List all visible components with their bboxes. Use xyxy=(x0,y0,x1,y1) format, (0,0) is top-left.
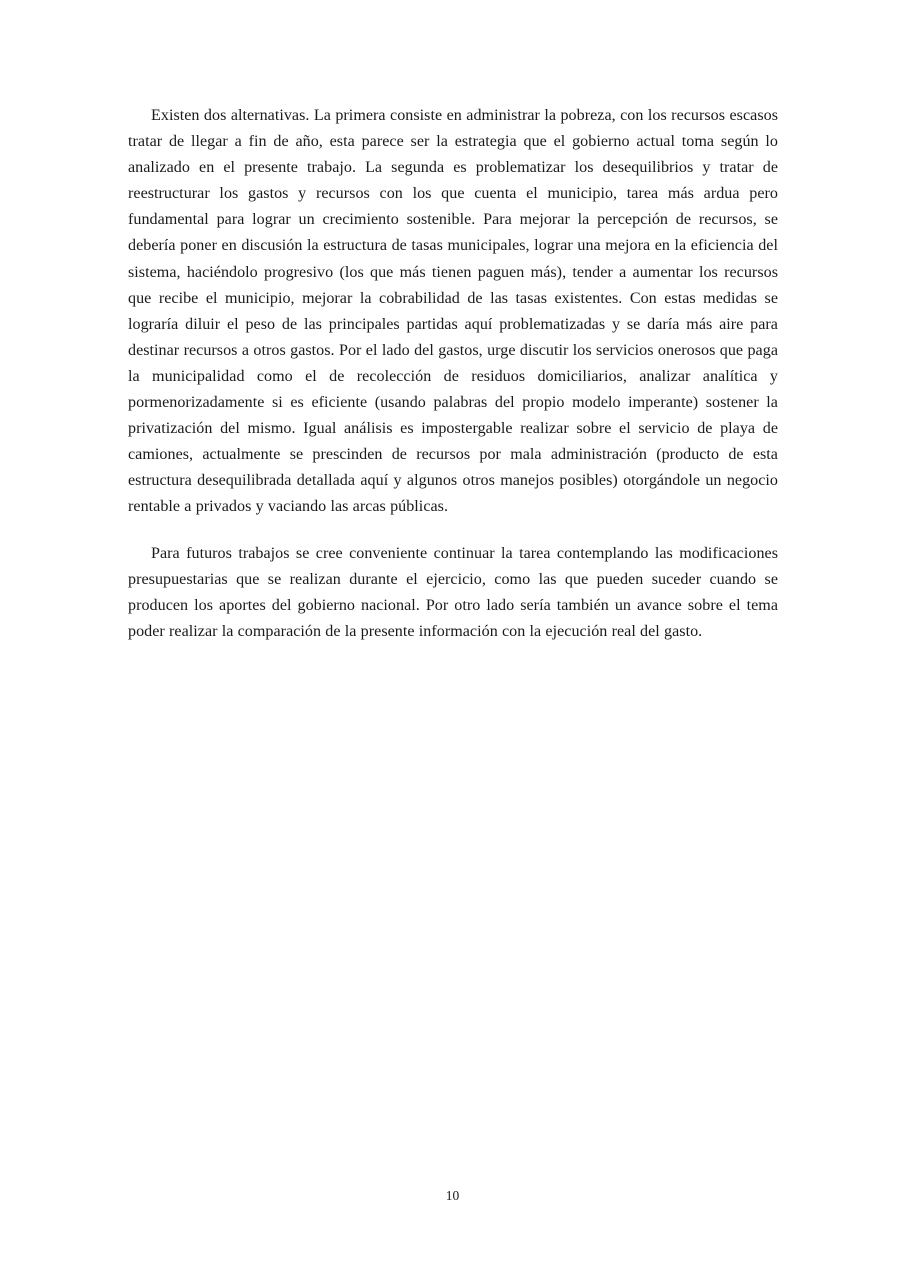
page-number: 10 xyxy=(445,1188,460,1203)
body-paragraph-1: Existen dos alternativas. La primera consiste en administrar la pobreza, con los recursos escasos tratar de llegar a fin de año, esta parece ser la estrategia que el gobierno actual toma según lo analizado en el presente trabajo. La segunda es problematizar los desequilibrios y tratar de reestructurar los gastos y recursos con los que cuenta el municipio, tarea más ardua pero fundamental para lograr un crecimiento sostenible. Para mejorar la percepción de recursos, se debería poner en discusión la estructura de tasas municipales, lograr una mejora en la eficiencia del sistema, haciéndolo progresivo (los que más tienen paguen más), tender a aumentar los recursos que recibe el municipio, mejorar la cobrabilidad de las tasas existentes. Con estas medidas se lograría diluir el peso de las principales partidas aquí problematizadas y se daría más aire para destinar recursos a otros gastos. Por el lado del gastos, urge discutir los servicios onerosos que paga la municipalidad como el de recolección de residuos domiciliarios, analizar analítica y pormenorizadamente si es eficiente (usando palabras del propio modelo imperante) sostener la privatización del mismo. Igual análisis es impostergable realizar sobre el servicio de playa de camiones, actualmente se prescinden de recursos por mala administración (producto de esta estructura desequilibrada detallada aquí y algunos otros manejos posibles) otorgándole un negocio rentable a privados y vaciando las arcas públicas. xyxy=(128,107,778,516)
body-paragraph-2: Para futuros trabajos se cree conveniente continuar la tarea contemplando las modificaciones presupuestarias que se realizan durante el ejercicio, como las que pueden suceder cuando se producen los aportes del gobierno nacional. Por otro lado sería también un avance sobre el tema poder realizar la comparación de la presente información con la ejecución real del gasto. xyxy=(128,544,778,640)
body-text-column xyxy=(128,103,778,645)
